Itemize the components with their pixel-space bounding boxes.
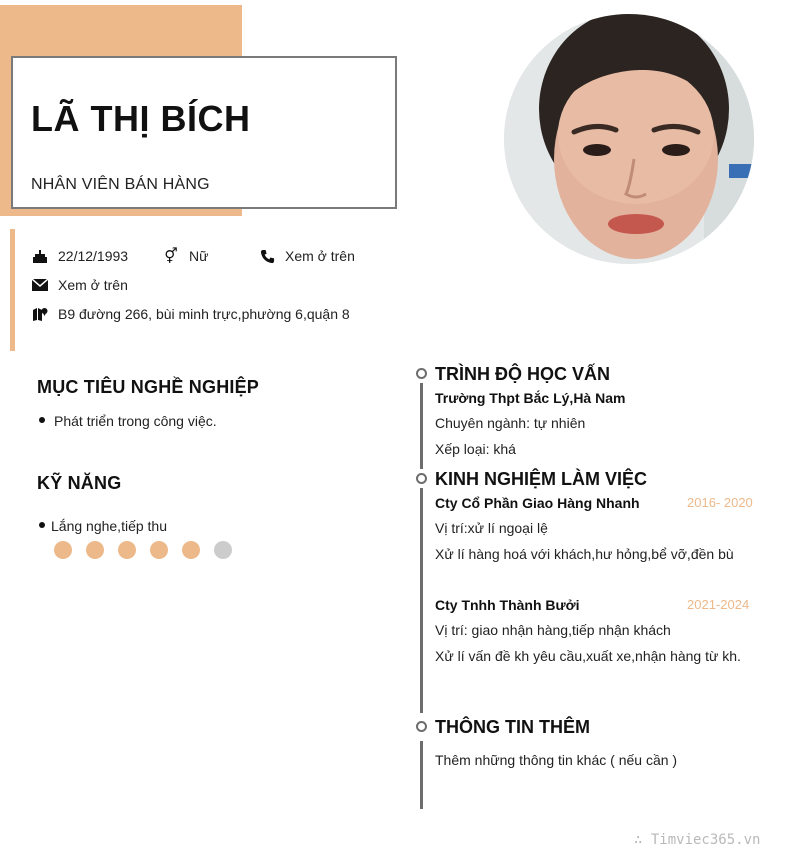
extra-text: Thêm những thông tin khác ( nếu cần ): [435, 752, 678, 768]
birthday-value: 22/12/1993: [58, 248, 129, 264]
skill-name: Lắng nghe,tiếp thu: [51, 518, 167, 534]
objective-item: [39, 413, 217, 429]
skills-title: KỸ NĂNG: [37, 473, 122, 493]
cake-icon: [30, 247, 50, 265]
job-company: Cty Tnhh Thành Bưởi: [435, 597, 580, 613]
skill-dot-filled: [54, 541, 72, 559]
skill-rating: [54, 541, 246, 559]
bullet-icon: [39, 522, 45, 528]
education-grade: Xếp loại: khá: [435, 441, 516, 457]
name-card: [11, 56, 397, 209]
extra-title: THÔNG TIN THÊM: [435, 717, 590, 737]
job-description: Xử lí hàng hoá với khách,hư hỏng,bể vỡ,đền bù: [435, 546, 734, 562]
timeline-line-education: [420, 383, 423, 469]
gender-icon: ⚥: [164, 248, 178, 265]
contact-birthday: [30, 247, 128, 265]
phone-icon: [257, 247, 277, 265]
bullet-icon: [39, 417, 45, 423]
profile-photo: [504, 14, 754, 264]
timeline-line-experience: [420, 488, 423, 713]
job-period: 2021-2024: [687, 597, 750, 612]
map-pin-icon: [30, 305, 50, 323]
candidate-position: NHÂN VIÊN BÁN HÀNG: [31, 176, 210, 193]
skill-dot-filled: [182, 541, 200, 559]
timeline-line-extra: [420, 741, 423, 809]
objective-title: MỤC TIÊU NGHỀ NGHIỆP: [37, 377, 260, 397]
skill-dot-filled: [86, 541, 104, 559]
objective-text: Phát triển trong công việc.: [54, 413, 217, 429]
skill-dot-filled: [118, 541, 136, 559]
job-role: Vị trí:xử lí ngoại lệ: [435, 520, 548, 536]
job-period: 2016- 2020: [687, 495, 753, 510]
timeline-node-extra: [416, 721, 427, 732]
contact-gender: [161, 247, 208, 265]
job-company: Cty Cổ Phần Giao Hàng Nhanh: [435, 495, 640, 511]
education-major: Chuyên ngành: tự nhiên: [435, 415, 586, 431]
gender-value: Nữ: [189, 248, 209, 264]
timeline-node-experience: [416, 473, 427, 484]
skill-dot-filled: [150, 541, 168, 559]
contact-accent-bar: [10, 229, 15, 351]
phone-value: Xem ở trên: [285, 248, 355, 264]
contact-address: [30, 305, 350, 323]
candidate-name: LÃ THỊ BÍCH: [31, 98, 251, 139]
address-value: B9 đường 266, bùi minh trực,phường 6,quận 8: [58, 306, 350, 322]
contact-email: [30, 276, 128, 294]
watermark-logo: ∴ Timviec365.vn: [634, 832, 761, 848]
contact-phone: [257, 247, 355, 265]
job-role: Vị trí: giao nhận hàng,tiếp nhận khách: [435, 622, 671, 638]
envelope-icon: [30, 276, 50, 294]
experience-title: KINH NGHIỆM LÀM VIỆC: [435, 469, 648, 489]
skill-dot-empty: [214, 541, 232, 559]
education-school: Trường Thpt Bắc Lý,Hà Nam: [435, 390, 626, 406]
timeline-node-education: [416, 368, 427, 379]
job-description: Xử lí vấn đề kh yêu cầu,xuất xe,nhận hàng từ kh.: [435, 648, 741, 664]
email-value: Xem ở trên: [58, 277, 128, 293]
education-title: TRÌNH ĐỘ HỌC VẤN: [435, 364, 610, 384]
skill-item: [39, 518, 167, 534]
